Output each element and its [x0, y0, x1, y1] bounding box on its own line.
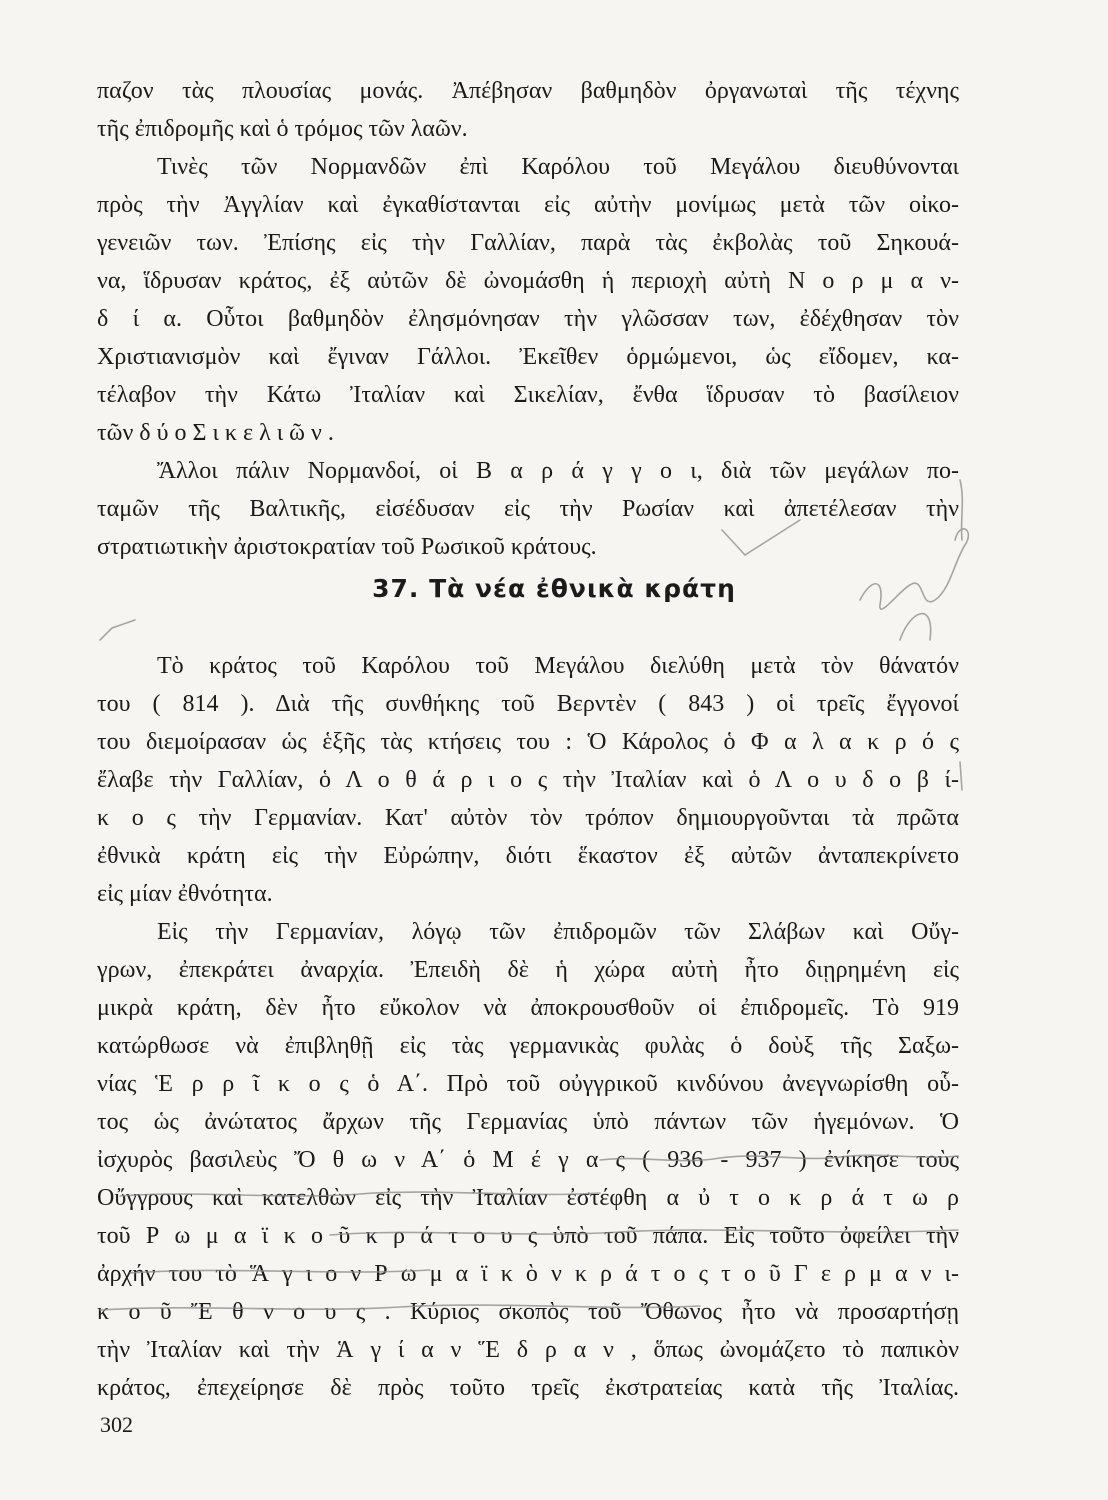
text-line: τῶν δ ύ ο Σ ι κ ε λ ι ῶ ν . — [97, 420, 334, 446]
text-line: πρὸς τὴν Ἀγγλίαν καὶ ἐγκαθίστανται εἰς αὐτὴν μονίμως μετὰ τῶν οἰκο- — [97, 192, 959, 218]
text-line: κράτος, ἐπεχείρησε δὲ πρὸς τοῦτο τρεῖς ἐκστρατείας κατὰ τῆς Ἰταλίας. — [97, 1375, 959, 1401]
tick-mark-icon — [100, 620, 135, 640]
text-line: κατώρθωσε νὰ ἐπιβληθῇ εἰς τὰς γερμανικὰς φυλὰς ὁ δοὺξ τῆς Σαξω- — [97, 1033, 959, 1059]
page-number: 302 — [100, 1412, 133, 1437]
text-line: να, ἵδρυσαν κράτος, ἐξ αὐτῶν δὲ ὠνομάσθη ἡ περιοχὴ αὐτὴ Ν ο ρ μ α ν- — [97, 268, 959, 294]
text-line: ταμῶν τῆς Βαλτικῆς, εἰσέδυσαν εἰς τὴν Ρωσίαν καὶ ἀπετέλεσαν τὴν — [97, 496, 959, 522]
text-line: τῆς ἐπιδρομῆς καὶ ὁ τρόμος τῶν λαῶν. — [97, 116, 468, 142]
margin-stroke — [960, 762, 962, 790]
text-line: Τὸ κράτος τοῦ Καρόλου τοῦ Μεγάλου διελύθη μετὰ τὸν θάνατόν — [157, 653, 959, 679]
text-line: τος ὡς ἀνώτατος ἄρχων τῆς Γερμανίας ὑπὸ πάντων τῶν ἡγεμόνων. Ὁ — [97, 1109, 959, 1135]
text-line: στρατιωτικὴν ἀριστοκρατίαν τοῦ Ρωσικοῦ κράτους. — [97, 534, 597, 560]
text-line: κ ο ῦ Ἔ θ ν ο υ ς . Κύριος σκοπὸς τοῦ Ὄθωνος ἦτο νὰ προσαρτήσῃ — [97, 1299, 959, 1325]
text-line: ἔλαβε τὴν Γαλλίαν, ὁ Λ ο θ ά ρ ι ο ς τὴν Ἰταλίαν καὶ ὁ Λ ο υ δ ο β ί- — [97, 767, 959, 793]
text-line: Εἰς τὴν Γερμανίαν, λόγῳ τῶν ἐπιδρομῶν τῶν Σλάβων καὶ Οὔγ- — [157, 919, 959, 945]
text-line: ἰσχυρὸς βασιλεὺς Ὄ θ ω ν Α΄ ὁ Μ έ γ α ς ( 936 - 937 ) ἐνίκησε τοὺς — [97, 1147, 959, 1173]
text-line: Οὔγγρους καὶ κατελθὼν εἰς τὴν Ἰταλίαν ἐστέφθη α ὐ τ ο κ ρ ά τ ω ρ — [97, 1185, 959, 1211]
text-line: του ( 814 ). Διὰ τῆς συνθήκης τοῦ Βερντὲν ( 843 ) οἱ τρεῖς ἔγγονοί — [97, 691, 959, 717]
text-line: εἰς μίαν ἐθνότητα. — [97, 881, 273, 907]
text-line: Τινὲς τῶν Νορμανδῶν ἐπὶ Καρόλου τοῦ Μεγάλου διευθύνονται — [157, 154, 959, 180]
text-line: νίας Ἑ ρ ρ ῖ κ ο ς ὁ Α΄. Πρὸ τοῦ οὐγγρικοῦ κινδύνου ἀνεγνωρίσθη οὗ- — [97, 1071, 959, 1097]
text-line: τὴν Ἰταλίαν καὶ τὴν Ἁ γ ί α ν Ἕ δ ρ α ν , ὅπως ὠνομάζετο τὸ παπικὸν — [97, 1337, 959, 1363]
handwriting-scrawl — [900, 614, 931, 640]
text-line: Χριστιανισμὸν καὶ ἔγιναν Γάλλοι. Ἐκεῖθεν ὁρμώμενοι, ὡς εἴδομεν, κα- — [97, 344, 959, 370]
section-heading: 37. Τὰ νέα ἐθνικὰ κράτη — [372, 574, 736, 603]
text-line: Ἄλλοι πάλιν Νορμανδοί, οἱ Β α ρ ά γ γ ο ι, διὰ τῶν μεγάλων πο- — [157, 458, 959, 484]
text-line: τοῦ Ρ ω μ α ϊ κ ο ῦ κ ρ ά τ ο υ ς ὑπὸ τοῦ πάπα. Εἰς τοῦτο ὀφείλει τὴν — [97, 1223, 959, 1249]
text-line: κ ο ς τὴν Γερμανίαν. Κατ' αὐτὸν τὸν τρόπον δημιουργοῦνται τὰ πρῶτα — [97, 805, 959, 831]
text-line: γρων, ἐπεκράτει ἀναρχία. Ἐπειδὴ δὲ ἡ χώρα αὐτὴ ἦτο διῃρημένη εἰς — [97, 957, 959, 983]
text-line: μικρὰ κράτη, δὲν ἦτο εὔκολον νὰ ἀποκρουσθοῦν οἱ ἐπιδρομεῖς. Τὸ 919 — [97, 995, 959, 1021]
text-line: δ ί α. Οὗτοι βαθμηδὸν ἐλησμόνησαν τὴν γλῶσσαν των, ἐδέχθησαν τὸν — [97, 306, 959, 332]
text-line: ἐθνικὰ κράτη εἰς τὴν Εὐρώπην, διότι ἕκαστον ἐξ αὐτῶν ἀνταπεκρίνετο — [97, 843, 959, 869]
margin-stroke — [960, 480, 962, 540]
text-line: ἀρχήν του τὸ Ἅ γ ι ο ν Ρ ω μ α ϊ κ ὸ ν κ ρ ά τ ο ς τ ο ῦ Γ ε ρ μ α ν ι- — [97, 1261, 959, 1287]
text-line: τέλαβον τὴν Κάτω Ἰταλίαν καὶ Σικελίαν, ἔνθα ἵδρυσαν τὸ βασίλειον — [97, 382, 959, 408]
text-line: του διεμοίρασαν ὡς ἑξῆς τὰς κτήσεις του : Ὁ Κάρολος ὁ Φ α λ α κ ρ ό ς — [97, 729, 959, 755]
text-line: παζον τὰς πλουσίας μονάς. Ἀπέβησαν βαθμηδὸν ὀργανωταὶ τῆς τέχνης — [97, 78, 959, 104]
text-line: γενειῶν των. Ἐπίσης εἰς τὴν Γαλλίαν, παρὰ τὰς ἐκβολὰς τοῦ Σηκουά- — [97, 230, 959, 256]
